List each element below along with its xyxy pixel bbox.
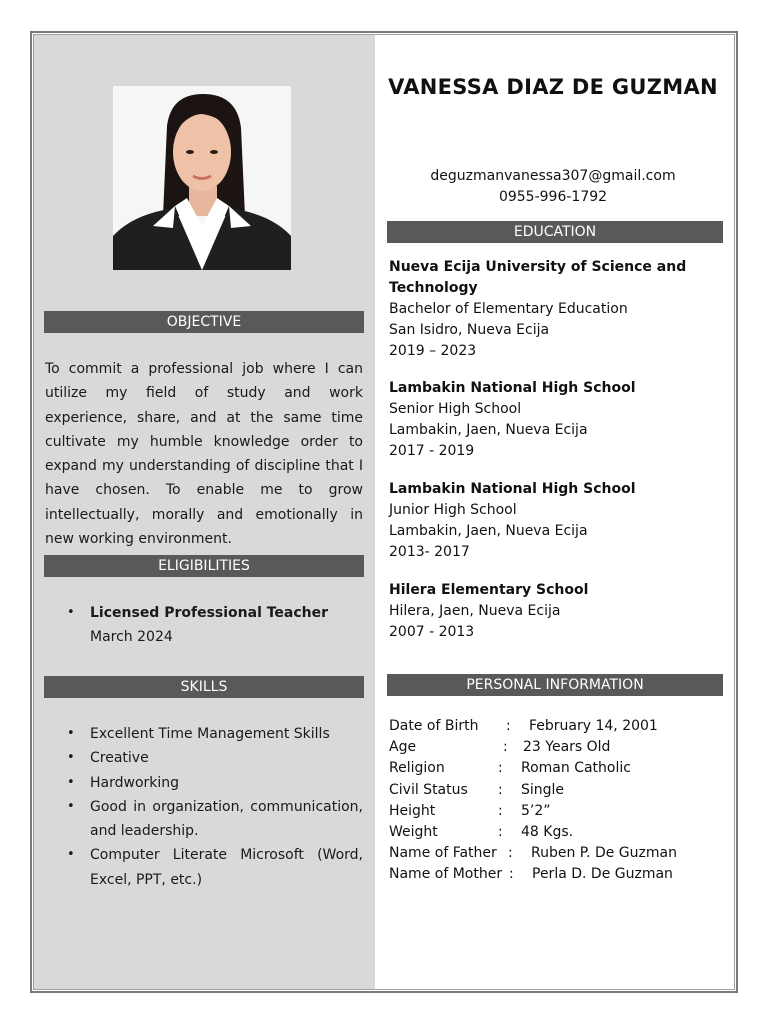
info-separator: : xyxy=(498,760,503,777)
info-separator: : xyxy=(508,845,513,862)
personal-info-table xyxy=(389,716,719,886)
info-separator: : xyxy=(509,866,514,883)
info-value: Ruben P. De Guzman xyxy=(531,845,677,862)
skills-list xyxy=(45,722,363,892)
skill-item: • Good in organization, communication, and leadership. xyxy=(45,795,363,844)
school-name: Lambakin National High School xyxy=(389,481,636,497)
info-separator: : xyxy=(498,802,503,819)
info-row xyxy=(389,758,719,779)
education-heading: EDUCATION xyxy=(387,221,723,243)
info-value: February 14, 2001 xyxy=(529,718,658,734)
school-location: Lambakin, Jaen, Nueva Ecija xyxy=(389,422,588,438)
info-label: Name of Mother xyxy=(389,866,503,883)
info-label: Religion xyxy=(389,760,445,777)
info-label: Age xyxy=(389,739,417,756)
contact-phone: 0955-996-1792 xyxy=(498,188,608,205)
info-row xyxy=(389,864,719,885)
skill-item: • Excellent Time Management Skills xyxy=(45,722,363,746)
skills-heading: SKILLS xyxy=(44,676,364,698)
eligibilities-heading: ELIGIBILITIES xyxy=(44,555,364,577)
info-value: 48 Kgs. xyxy=(521,823,574,840)
info-separator: : xyxy=(498,781,503,798)
info-label: Height xyxy=(389,802,436,819)
info-label: Name of Father xyxy=(389,845,497,862)
info-value: Single xyxy=(521,781,565,798)
school-years: 2019 – 2023 xyxy=(389,343,477,359)
school-program: Bachelor of Elementary Education xyxy=(389,301,628,317)
school-location: Lambakin, Jaen, Nueva Ecija xyxy=(389,523,588,539)
info-separator: : xyxy=(503,739,508,756)
school-location: Hilera, Jaen, Nueva Ecija xyxy=(389,603,561,619)
info-value: Roman Catholic xyxy=(521,760,631,777)
personal-info-heading: PERSONAL INFORMATION xyxy=(387,674,723,696)
info-row xyxy=(389,737,719,758)
eligibility-item xyxy=(45,601,363,650)
school-program: Senior High School xyxy=(389,401,522,417)
education-entry xyxy=(389,580,719,643)
contact-email: deguzmanvanessa307@gmail.com xyxy=(430,168,676,184)
school-name: Nueva Ecija University of Science and Technology xyxy=(389,259,687,296)
eligibilities-list xyxy=(45,601,363,650)
info-value: 23 Years Old xyxy=(523,739,611,756)
skill-item: • Computer Literate Microsoft (Word, Excel, PPT, etc.) xyxy=(45,843,363,892)
education-entry xyxy=(389,378,719,462)
school-years: 2007 - 2013 xyxy=(389,624,475,640)
info-separator: : xyxy=(498,823,503,840)
eligibility-date: March 2024 xyxy=(90,629,173,646)
info-value: Perla D. De Guzman xyxy=(532,866,673,883)
school-location: San Isidro, Nueva Ecija xyxy=(389,322,550,338)
school-years: 2017 - 2019 xyxy=(389,443,475,459)
school-name: Lambakin National High School xyxy=(389,380,636,396)
school-name: Hilera Elementary School xyxy=(389,582,589,598)
education-entry xyxy=(389,479,719,563)
objective-text: To commit a professional job where I can utilize my field of study and work experience, share, and at the same time cultivate my humble knowledge order to expand my understanding of discipline that I have chosen. To enable me to grow intellectually, morally and emotionally in new working environment. xyxy=(45,361,363,548)
info-row xyxy=(389,780,719,801)
objective-heading: OBJECTIVE xyxy=(44,311,364,333)
skill-item: • Creative xyxy=(45,746,363,770)
info-label: Civil Status xyxy=(389,781,468,798)
eligibility-title: • Licensed Professional Teacher xyxy=(90,605,329,621)
info-value: 5’2” xyxy=(521,802,551,819)
info-row xyxy=(389,716,719,737)
skill-item: • Hardworking xyxy=(45,771,363,795)
info-row xyxy=(389,801,719,822)
info-label: Weight xyxy=(389,823,438,840)
school-program: Junior High School xyxy=(389,502,517,518)
school-years: 2013- 2017 xyxy=(389,544,470,560)
info-row xyxy=(389,822,719,843)
info-row xyxy=(389,843,719,864)
info-label: Date of Birth xyxy=(389,718,479,734)
profile-photo xyxy=(113,86,291,270)
contact-block xyxy=(386,166,720,207)
education-entry xyxy=(389,257,719,362)
info-separator: : xyxy=(506,718,511,734)
applicant-name: VANESSA DIAZ DE GUZMAN xyxy=(388,75,718,99)
